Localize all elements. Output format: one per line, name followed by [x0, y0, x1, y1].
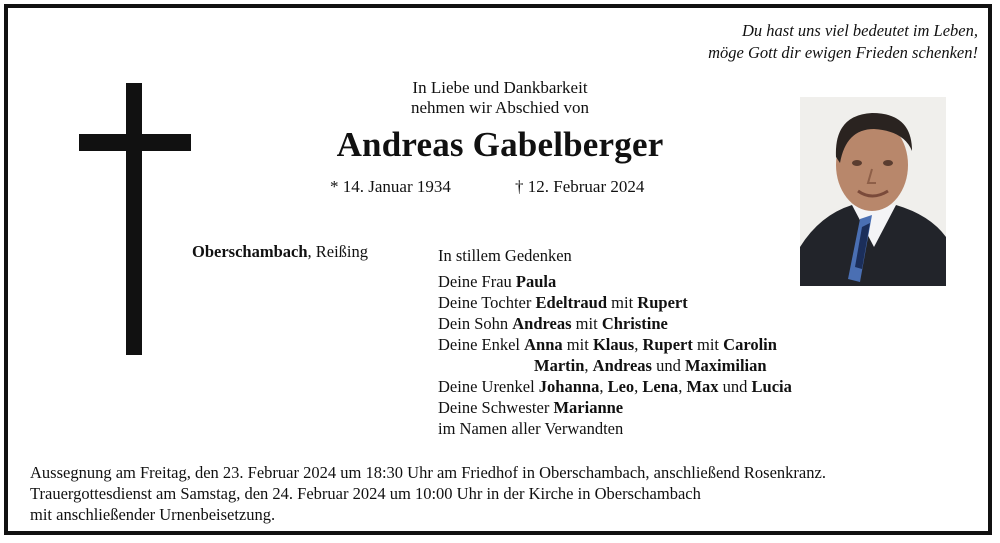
mourner-relation: mit [571, 314, 602, 333]
mourner-row [438, 334, 792, 355]
mourner-name: Andreas [592, 356, 652, 375]
mourner-name: Martin [534, 356, 585, 375]
mourner-row [438, 397, 792, 418]
residence-town: Oberschambach [192, 242, 308, 261]
mourner-relation: im Namen aller Verwandten [438, 419, 624, 438]
mourner-row [438, 292, 792, 313]
cross-vertical-bar [126, 83, 142, 355]
mourner-name: Lena [642, 377, 679, 396]
mourner-relation: mit [692, 335, 724, 354]
birth-date: * 14. Januar 1934 [330, 177, 451, 196]
mourner-row [438, 355, 792, 376]
mourner-name: Marianne [553, 398, 624, 417]
deceased-name: Andreas Gabelberger [336, 125, 664, 164]
mourner-name: Lucia [751, 377, 792, 396]
mourner-name: Carolin [723, 335, 777, 354]
mourner-relation: , [634, 377, 643, 396]
mourner-relation: Dein Sohn [438, 314, 513, 333]
mourner-name: Leo [607, 377, 635, 396]
service-info [30, 462, 826, 525]
mourner-name: Christine [601, 314, 668, 333]
mourner-name: Anna [524, 335, 563, 354]
mourner-name: Rupert [637, 293, 688, 312]
mourner-relation: , [584, 356, 593, 375]
cross-horizontal-bar [79, 134, 191, 151]
mourner-rows [438, 271, 792, 439]
residence-suffix: , Reißing [307, 242, 368, 261]
portrait-photo [800, 97, 946, 286]
mourner-row [438, 376, 792, 397]
mourner-relation: mit [607, 293, 638, 312]
service-line-3: mit anschließender Urnenbeisetzung. [30, 505, 276, 524]
mourners-heading: In stillem Gedenken [438, 246, 572, 265]
mourner-relation: Deine Tochter [438, 293, 536, 312]
death-date: † 12. Februar 2024 [515, 177, 645, 196]
mourner-relation: Deine Schwester [438, 398, 554, 417]
motto-line-2: möge Gott dir ewigen Frieden schenken! [708, 43, 978, 62]
service-line-2: Trauergottesdienst am Samstag, den 24. Februar 2024 um 10:00 Uhr in der Kirche in Oberschambach [30, 484, 701, 503]
motto-line-1: Du hast uns viel bedeutet im Leben, [742, 21, 978, 40]
mourner-relation: , [634, 335, 643, 354]
mourner-row [438, 313, 792, 334]
mourner-name: Paula [515, 272, 557, 291]
mourner-name: Andreas [512, 314, 572, 333]
service-line-1: Aussegnung am Freitag, den 23. Februar 2024 um 18:30 Uhr am Friedhof in Oberschambach, anschließend Rosenkranz. [30, 463, 826, 482]
mourner-name: Johanna [538, 377, 600, 396]
mourner-relation: und [718, 377, 752, 396]
mourners-list [438, 245, 792, 439]
mourner-relation: Deine Urenkel [438, 377, 539, 396]
mourner-row [438, 271, 792, 292]
mourner-relation: und [651, 356, 685, 375]
intro-text [300, 78, 700, 118]
residence [192, 242, 368, 262]
intro-line-1: In Liebe und Dankbarkeit [412, 78, 588, 97]
mourner-relation: Deine Frau [438, 272, 516, 291]
mourner-name: Edeltraud [535, 293, 608, 312]
mourner-name: Klaus [592, 335, 635, 354]
mourner-relation: , [599, 377, 608, 396]
mourner-row [438, 418, 792, 439]
motto-quote [708, 20, 978, 64]
mourner-relation: mit [562, 335, 593, 354]
portrait-image [800, 97, 946, 286]
mourner-name: Max [686, 377, 719, 396]
mourner-relation: , [678, 377, 687, 396]
mourner-name: Maximilian [684, 356, 767, 375]
mourner-relation: Deine Enkel [438, 335, 525, 354]
mourner-name: Rupert [642, 335, 693, 354]
intro-line-2: nehmen wir Abschied von [411, 98, 589, 117]
